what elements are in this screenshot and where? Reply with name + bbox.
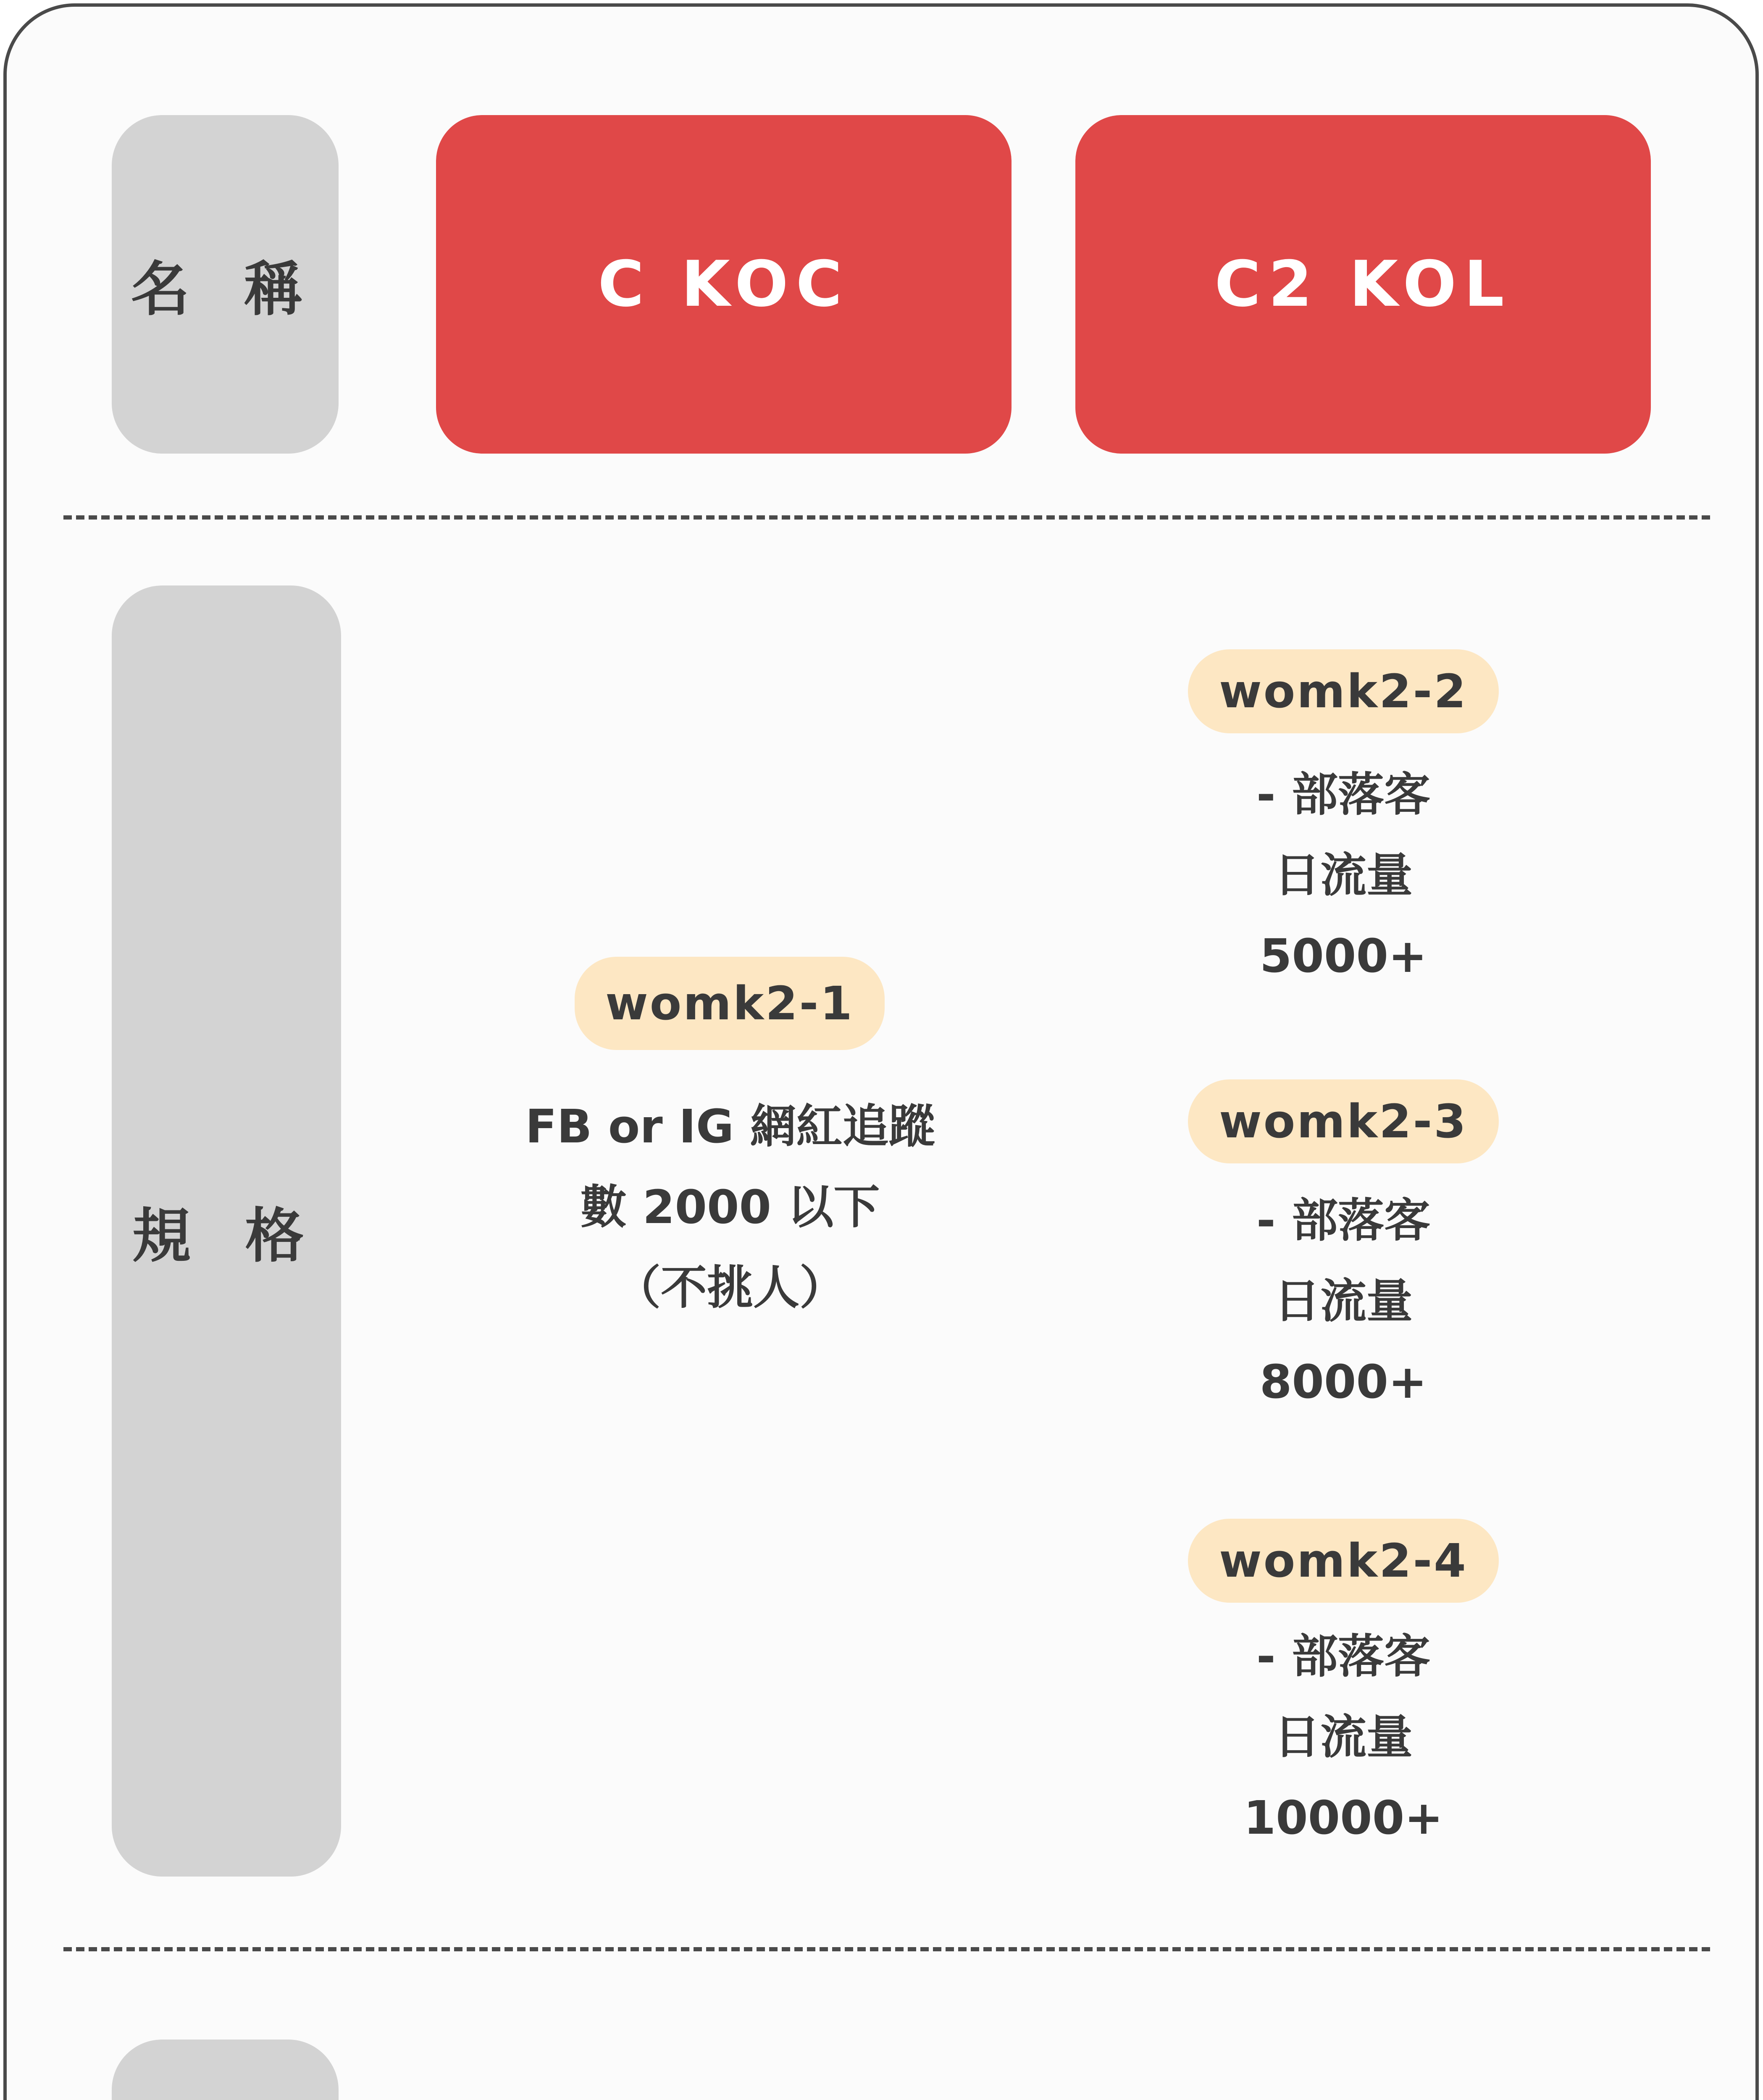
- spec-desc-koc: [436, 1086, 1024, 1328]
- row-label-spec-text: 規 格: [132, 1202, 321, 1270]
- spec-tag-womk2-2-text: womk2-2: [1219, 664, 1468, 718]
- spec-desc-line: 5000+: [1259, 929, 1427, 983]
- spec-desc-line: 日流量: [1274, 1710, 1413, 1764]
- spec-desc-line: 8000+: [1259, 1355, 1427, 1409]
- comparison-card: [3, 3, 1759, 2100]
- spec-desc-line: 日流量: [1274, 1274, 1413, 1328]
- spec-tag-womk2-4-text: womk2-4: [1219, 1534, 1468, 1588]
- spec-tag-womk2-1: [575, 957, 885, 1050]
- quantity-kol: [1075, 2098, 1651, 2100]
- dashed-divider-1: [63, 515, 1710, 520]
- spec-desc-kol-1: [1091, 754, 1595, 996]
- dashed-divider-2: [63, 1947, 1710, 1951]
- spec-desc-line: - 部落客: [1256, 1194, 1430, 1247]
- row-label-name: [112, 115, 339, 454]
- spec-tag-womk2-2: [1188, 649, 1499, 733]
- spec-desc-kol-3: [1091, 1616, 1595, 1858]
- column-header-koc-text: C KOC: [598, 248, 850, 321]
- column-header-kol-text: C2 KOL: [1214, 248, 1512, 321]
- quantity-line: [1297, 2098, 1429, 2100]
- spec-desc-line: （不挑人）: [615, 1261, 846, 1315]
- row-label-quantity: [112, 2040, 339, 2100]
- column-header-kol: [1075, 115, 1651, 454]
- row-label-spec: [112, 585, 341, 1877]
- spec-tag-womk2-3: [1188, 1079, 1499, 1163]
- spec-tag-womk2-4: [1188, 1519, 1499, 1603]
- spec-desc-kol-2: [1091, 1180, 1595, 1422]
- spec-desc-line: 10000+: [1243, 1791, 1443, 1845]
- spec-tag-womk2-3-text: womk2-3: [1219, 1095, 1468, 1148]
- spec-desc-line: 日流量: [1274, 848, 1413, 902]
- spec-desc-line: FB or IG 網紅追蹤: [525, 1100, 935, 1153]
- row-label-name-text: 名 稱: [131, 255, 320, 324]
- spec-tag-womk2-1-text: womk2-1: [605, 976, 854, 1030]
- column-header-koc: [436, 115, 1012, 454]
- spec-desc-line: - 部落客: [1256, 1630, 1430, 1683]
- spec-desc-line: 數 2000 以下: [580, 1180, 880, 1234]
- spec-desc-line: - 部落客: [1256, 768, 1430, 822]
